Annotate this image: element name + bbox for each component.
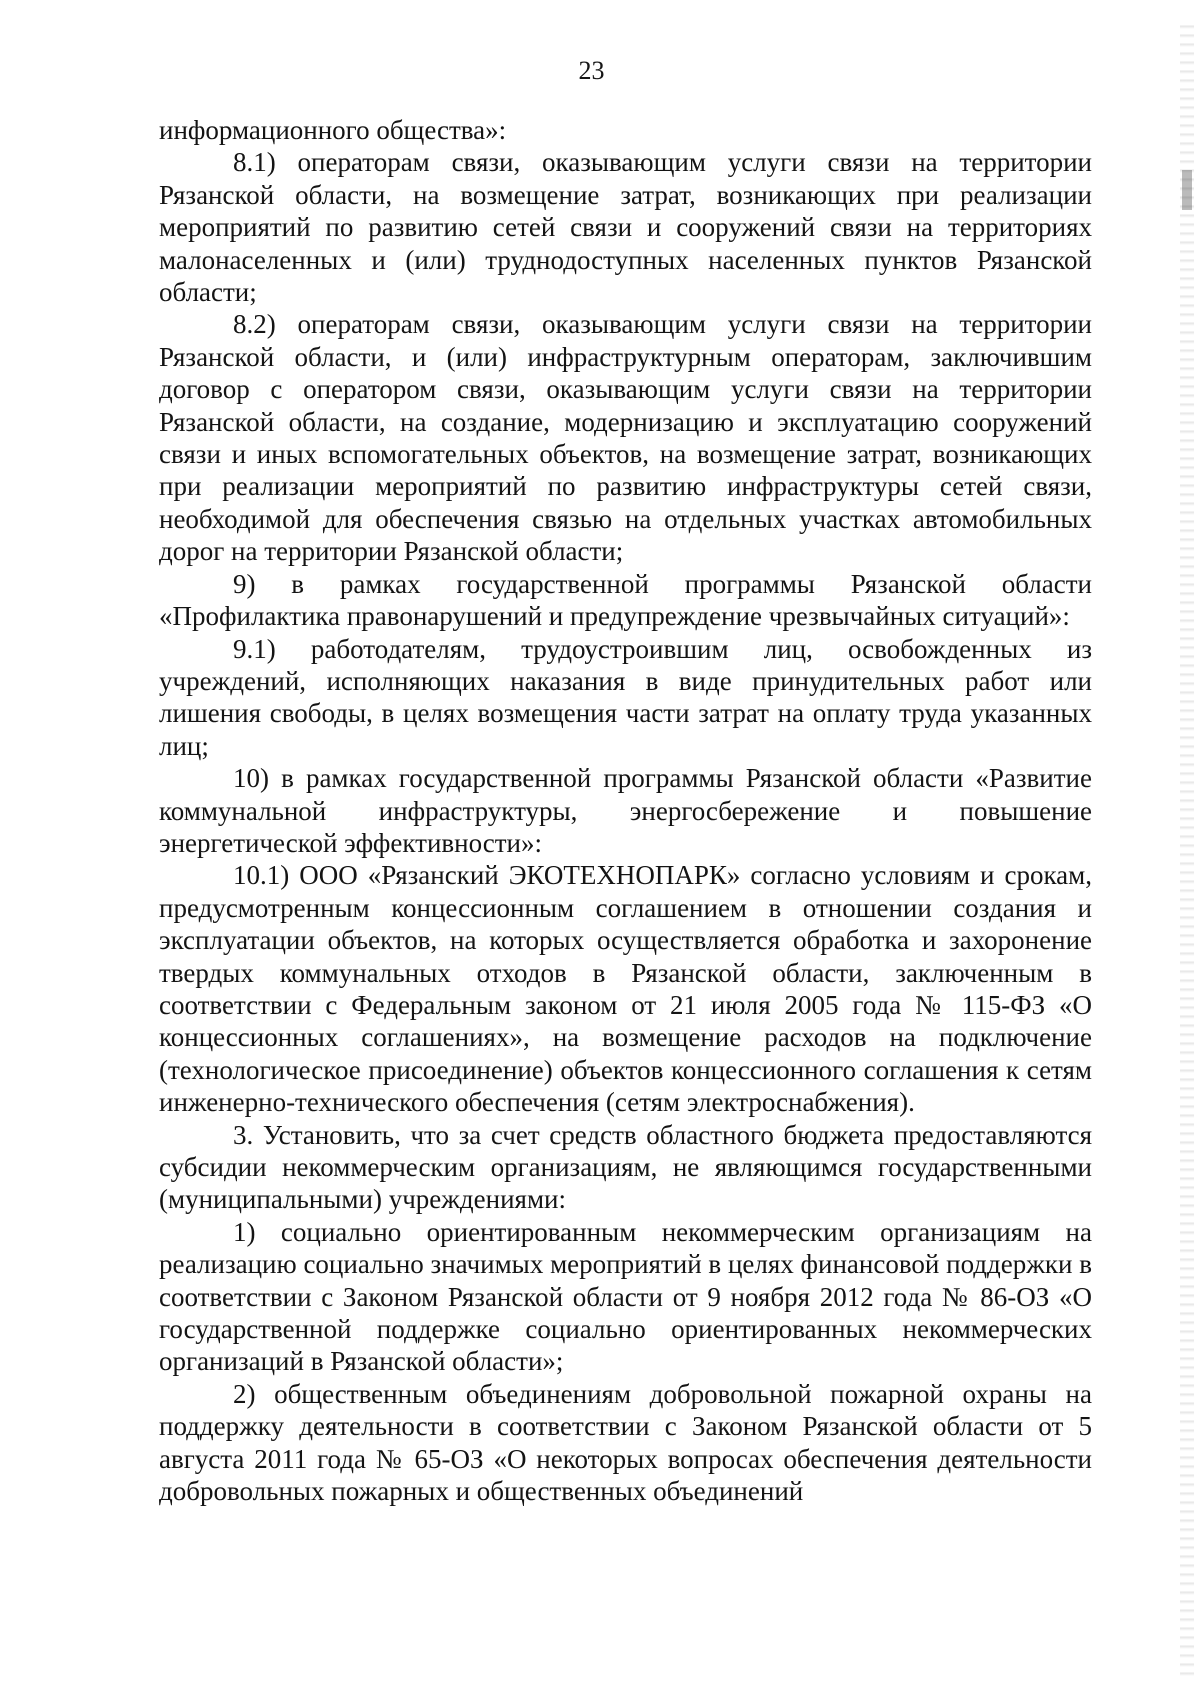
paragraph-intro-tail: информационного общества»: xyxy=(159,115,507,145)
scan-edge-artifact xyxy=(1180,20,1194,1680)
paragraph-item-9: 9) в рамках государственной программы Рязанской области «Профилактика правонарушений и предупреждение чрезвычайных ситуаций»: xyxy=(159,568,1092,632)
paragraph-item-9-1: 9.1) работодателям, трудоустроившим лиц, освобожденных из учреждений, исполняющих наказания в виде принудительных работ или лишения свободы, в целях возмещения части затрат на оплату труда указанных лиц; xyxy=(159,633,1092,761)
paragraph-section-3: 3. Установить, что за счет средств областного бюджета предоставляются субсидии некоммерческим организациям, не являющимся государственными (муниципальными) учреждениями: xyxy=(159,1119,1092,1215)
paragraph-item-10: 10) в рамках государственной программы Рязанской области «Развитие коммунальной инфраструктуры, энергосбережение и повышение энергетической эффективности»: xyxy=(159,763,1092,858)
paragraph-item-8-1: 8.1) операторам связи, оказывающим услуги связи на территории Рязанской области, на возмещение затрат, возникающих при реализации мероприятий по развитию сетей связи и сооружений связи на территориях малонаселенных и (или) труднодоступных населенных пунктов Рязанской области; xyxy=(159,147,1092,308)
scan-edge-mark xyxy=(1182,170,1192,210)
paragraph-item-8-2: 8.2) операторам связи, оказывающим услуги связи на территории Рязанской области, и (или) инфраструктурным операторам, заключившим договор с оператором связи, оказывающим услуги связи на территории Рязанской области, на создание, модернизацию и эксплуатацию сооружений связи и иных вспомогательных объектов, на возмещение затрат, возникающих при реализации мероприятий по развитию инфраструктуры сетей связи, необходимой для обеспечения связью на отдельных участках автомобильных дорог на территории Рязанской области; xyxy=(159,309,1092,567)
paragraph-item-10-1: 10.1) ООО «Рязанский ЭКОТЕХНОПАРК» согласно условиям и срокам, предусмотренным концессионным соглашением в отношении создания и эксплуатации объектов, на которых осуществляется обработка и захоронение твердых коммунальных отходов в Рязанской области, заключенным в соответствии с Федеральным законом от 21 июля 2005 года № 115-ФЗ «О концессионных соглашениях», на возмещение расходов на подключение (технологическое присоединение) объектов концессионного соглашения к сетям инженерно-технического обеспечения (сетям электроснабжения). xyxy=(159,860,1092,1118)
paragraph-section-3-item-1: 1) социально ориентированным некоммерческим организациям на реализацию социально значимых мероприятий в целях финансовой поддержки в соответствии с Законом Рязанской области от 9 ноября 2012 года № 86-ОЗ «О государственной поддержке социально ориентированных некоммерческих организаций в Рязанской области»; xyxy=(159,1216,1092,1377)
document-body xyxy=(159,114,1092,1507)
paragraph-section-3-item-2: 2) общественным объединениям добровольной пожарной охраны на поддержку деятельности в соответствии с Законом Рязанской области от 5 августа 2011 года № 65-ОЗ «О некоторых вопросах обеспечения деятельности добровольных пожарных и общественных объединений xyxy=(159,1378,1092,1507)
page-number: 23 xyxy=(578,56,605,85)
